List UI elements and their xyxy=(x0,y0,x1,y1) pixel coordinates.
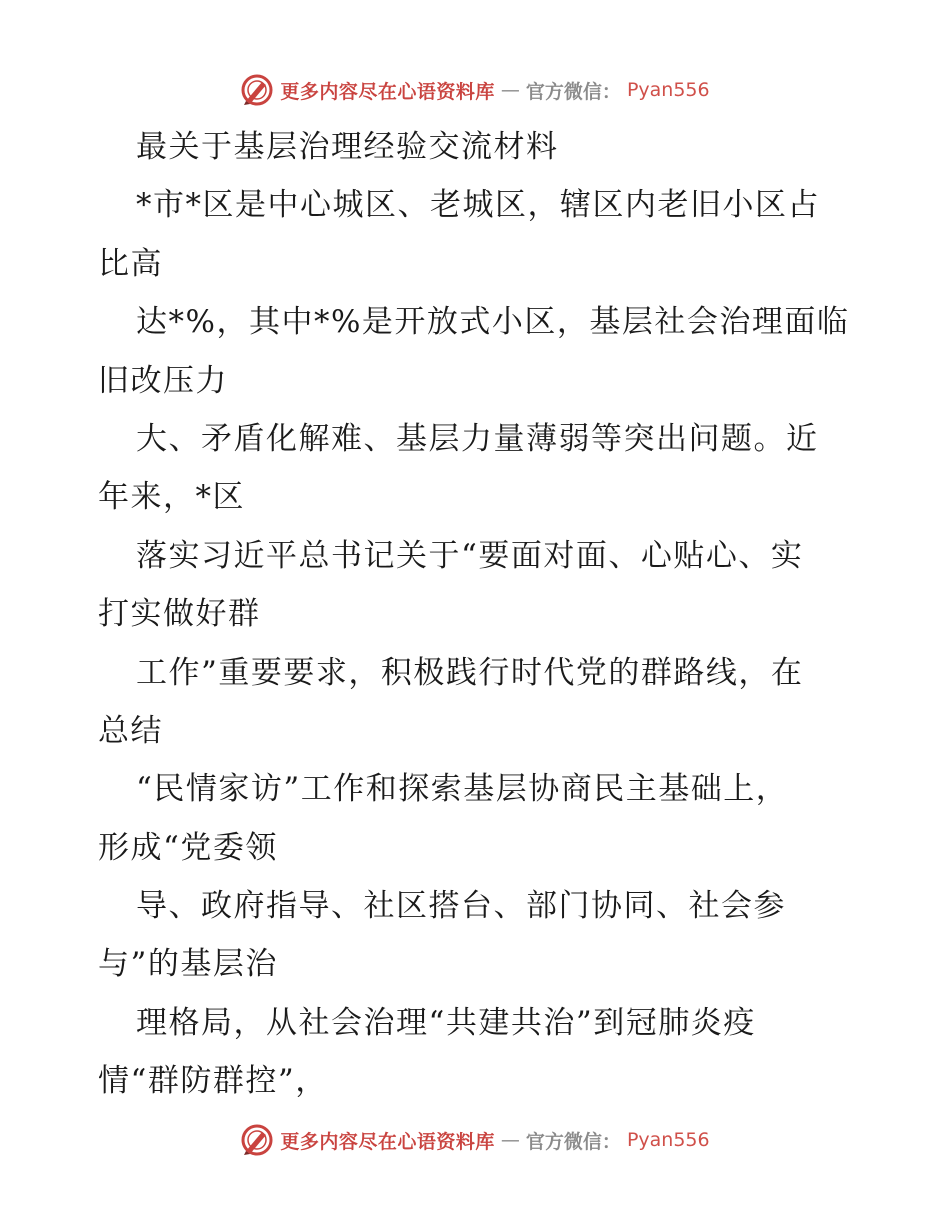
banner-site-name: 更多内容尽在心语资料库 xyxy=(280,1130,495,1153)
banner-wechat-id: Pyan556 xyxy=(626,79,710,101)
text-line: 达*%，其中*%是开放式小区，基层社会治理面临 xyxy=(136,304,850,341)
text-line: “民情家访”工作和探索基层协商民主基础上， xyxy=(136,771,789,808)
text-line: 情“群防群控”， xyxy=(98,1063,328,1100)
text-line: 工作”重要要求，积极践行时代党的群路线，在 xyxy=(136,654,804,691)
banner-site-name: 更多内容尽在心语资料库 xyxy=(280,80,495,103)
pen-logo-icon xyxy=(240,1123,274,1157)
text-line: 旧改压力 xyxy=(98,362,228,399)
footer-banner xyxy=(0,1120,950,1160)
text-line: 总结 xyxy=(98,712,163,749)
text-line: 理格局，从社会治理“共建共治”到冠肺炎疫 xyxy=(136,1004,756,1041)
pen-logo-icon xyxy=(240,73,274,107)
banner-wechat-id: Pyan556 xyxy=(626,1129,710,1151)
text-line: 形成“党委领 xyxy=(98,829,278,866)
banner-dash: — xyxy=(500,79,520,101)
banner-official-label: 官方微信： xyxy=(525,1130,621,1153)
text-line: 与”的基层治 xyxy=(98,946,278,983)
text-line: 落实习近平总书记关于“要面对面、心贴心、实 xyxy=(136,537,804,574)
banner-official-label: 官方微信： xyxy=(525,80,621,103)
header-banner xyxy=(0,70,950,110)
text-line: 最关于基层治理经验交流材料 xyxy=(136,129,559,165)
text-line: 大、矛盾化解难、基层力量薄弱等突出问题。近 xyxy=(136,420,819,457)
text-line: *市*区是中心城区、老城区，辖区内老旧小区占 xyxy=(136,187,820,224)
document-body xyxy=(98,118,858,1111)
text-line: 打实做好群 xyxy=(98,596,261,633)
text-line: 导、政府指导、社区搭台、部门协同、社会参 xyxy=(136,888,786,925)
text-line: 年来，*区 xyxy=(98,479,245,516)
banner-dash: — xyxy=(500,1129,520,1151)
text-line: 比高 xyxy=(98,245,163,282)
